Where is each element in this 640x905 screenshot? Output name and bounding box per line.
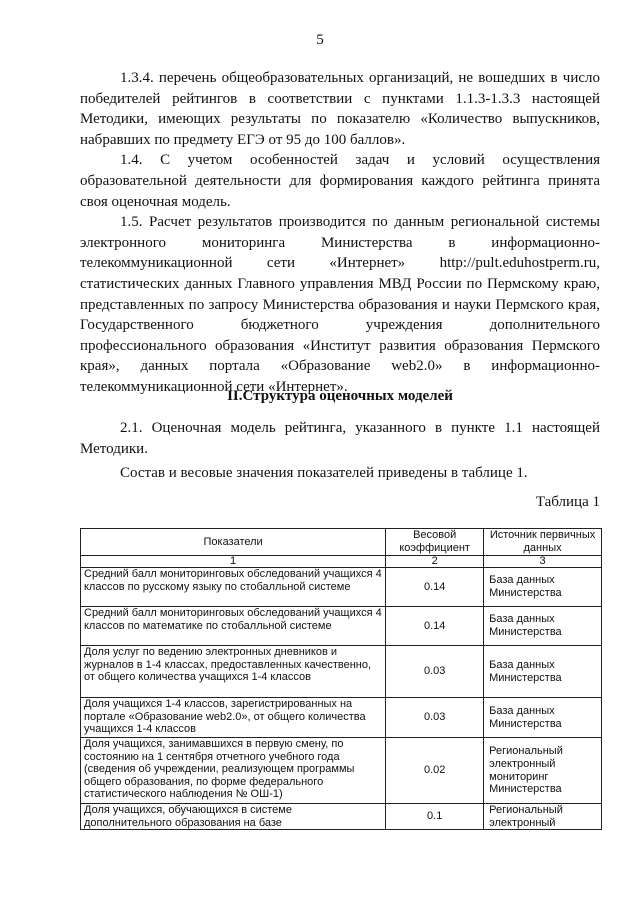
source-cell: Региональный электронный мониторинг Министерства (484, 738, 602, 804)
body-text (80, 68, 600, 398)
section-text (80, 418, 600, 484)
weight-cell: 0.14 (386, 568, 484, 607)
header-source: Источник первичных данных (484, 529, 602, 556)
column-number: 3 (484, 556, 602, 568)
column-number-row (81, 556, 602, 568)
indicator-cell: Доля учащихся, занимавшихся в первую смену, по состоянию на 1 сентября отчетного учебного года (сведения об учреждении, реализующем программы общего образования, по форме федерального статистического наблюдения № ОШ-1) (81, 738, 386, 804)
table-label: Таблица 1 (535, 494, 600, 510)
source-cell: База данных Министерства (484, 607, 602, 646)
column-number: 1 (81, 556, 386, 568)
paragraph-2-1: 2.1. Оценочная модель рейтинга, указанного в пункте 1.1 настоящей Методики. (80, 420, 600, 457)
weight-cell: 0.1 (386, 804, 484, 830)
indicator-cell: Доля учащихся 1-4 классов, зарегистрированных на портале «Образование web2.0», от общего количества учащихся 1-4 классов (81, 698, 386, 738)
table-row (81, 646, 602, 698)
page-number: 5 (316, 32, 324, 48)
indicator-cell: Средний балл мониторинговых обследований учащихся 4 классов по математике по стобалльной системе (81, 607, 386, 646)
weight-cell: 0.02 (386, 738, 484, 804)
header-indicators: Показатели (81, 529, 386, 556)
source-cell: База данных Министерства (484, 698, 602, 738)
header-weight: Весовой коэффициент (386, 529, 484, 556)
column-number: 2 (386, 556, 484, 568)
weight-cell: 0.03 (386, 698, 484, 738)
source-cell: Региональный электронный (484, 804, 602, 830)
indicator-cell: Доля учащихся, обучающихся в системе дополнительного образования на базе (81, 804, 386, 830)
weight-cell: 0.14 (386, 607, 484, 646)
paragraph-1-3-4: 1.3.4. перечень общеобразовательных организаций, не вошедших в число победителей рейтингов в соответствии с пунктами 1.1.3-1.3.3 настоящей Методики, имеющих результаты по показателю «Количество выпускников, набравших по предмету ЕГЭ от 95 до 100 баллов». (80, 70, 600, 148)
table-header-row (81, 529, 602, 556)
indicators-table (80, 528, 602, 830)
source-cell: База данных Министерства (484, 568, 602, 607)
table-row (81, 698, 602, 738)
paragraph-1-4: 1.4. С учетом особенностей задач и условий осуществления образовательной деятельности для формирования каждого рейтинга принята своя оценочная модель. (80, 152, 600, 210)
table-row (81, 568, 602, 607)
indicator-cell: Доля услуг по ведению электронных дневников и журналов в 1-4 классах, предоставленных качественно, от общего количества учащихся 1-4 классов (81, 646, 386, 698)
section-heading: II.Структура оценочных моделей (227, 388, 453, 404)
source-cell: База данных Министерства (484, 646, 602, 698)
table-row (81, 804, 602, 830)
weight-cell: 0.03 (386, 646, 484, 698)
table-row (81, 738, 602, 804)
indicator-cell: Средний балл мониторинговых обследований учащихся 4 классов по русскому языку по стобалльной системе (81, 568, 386, 607)
table-row (81, 607, 602, 646)
paragraph-table-intro: Состав и весовые значения показателей приведены в таблице 1. (120, 465, 528, 482)
paragraph-1-5: 1.5. Расчет результатов производится по данным региональной системы электронного мониторинга Министерства в информационно-телекоммуникационной сети «Интернет» http://pult.eduhostperm.ru, статистических данных Главного управления МВД России по Пермскому краю, представленных по запросу Министерства образования и науки Пермского края, Государственного бюджетного учреждения дополнительного профессионального образования «Институт развития образования Пермского края», данных портала «Образование web2.0» в информационно-телекоммуникационной сети «Интернет». (80, 214, 600, 395)
